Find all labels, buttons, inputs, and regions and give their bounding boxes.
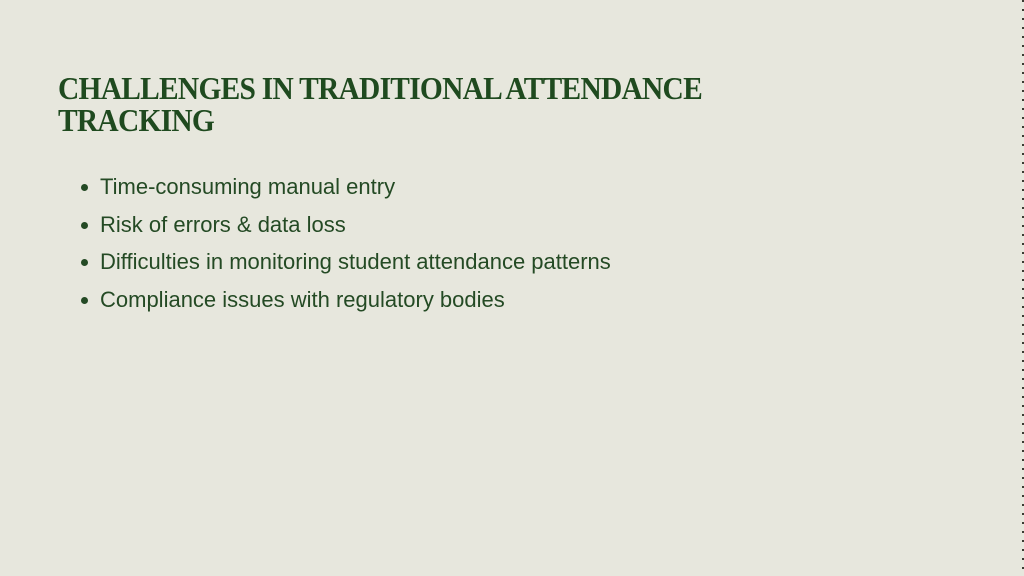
bullet-text: Compliance issues with regulatory bodies	[100, 286, 505, 312]
bullet-text: Risk of errors & data loss	[100, 211, 346, 237]
bullet-point-icon	[81, 222, 88, 229]
bullet-item-monitoring-difficulties	[78, 243, 678, 281]
bullet-list	[78, 168, 678, 318]
slide-title: CHALLENGES IN TRADITIONAL ATTENDANCE TRACKING	[58, 70, 702, 138]
bullet-item-risk-of-errors	[78, 206, 678, 244]
bullet-point-icon	[81, 259, 88, 266]
bullet-point-icon	[81, 184, 88, 191]
bullet-item-time-consuming	[78, 168, 678, 206]
bullet-text: Time-consuming manual entry	[100, 174, 396, 199]
bullet-point-icon	[81, 297, 88, 304]
bullet-item-compliance-issues	[78, 281, 678, 319]
bullet-text: Difficulties in monitoring student attendance patterns	[100, 249, 611, 274]
